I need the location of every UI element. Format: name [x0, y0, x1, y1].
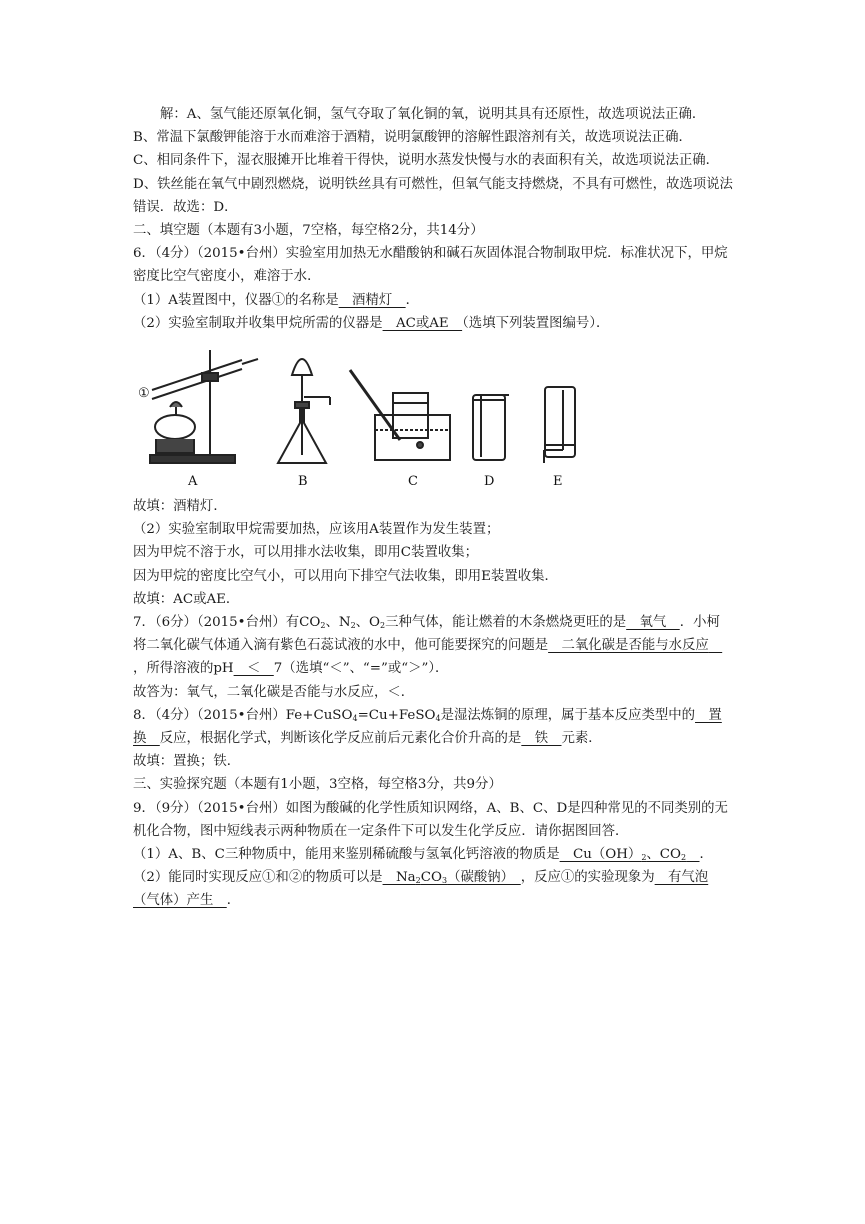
q9-sub: 3 — [441, 876, 448, 886]
q7-text-7: 7（选填“＜”、“=”或“＞”）． — [273, 661, 449, 677]
question-9-part-2 — [133, 866, 733, 912]
label-e: E — [553, 474, 563, 490]
q9-p1-answer-b: 、CO — [646, 847, 682, 863]
q8-text-2: =Cu+FeSO — [357, 707, 436, 723]
question-7 — [133, 611, 733, 681]
q9-p1-text: （1）A、B、C三种物质中，能用来鉴别稀硫酸与氢氧化钙溶液的物质是 — [133, 847, 560, 863]
q9-p2-answer-c: （碳酸钠） — [447, 870, 521, 886]
paragraph-answer-d: D、铁丝能在氧气中剧烈燃烧，说明铁丝具有可燃性，但氧气能支持燃烧，不具有可燃性，故选项说法错误．故选：D． — [133, 176, 733, 215]
apparatus-c-drawing — [350, 370, 450, 460]
q9-p1-answer-a: Cu（OH） — [559, 847, 642, 863]
q7-sub: 2 — [380, 621, 386, 631]
apparatus-figure — [130, 345, 733, 495]
q9-p2-answer-2: 有气泡（气体）产生 — [133, 870, 709, 909]
q9-p2-mid: ，反应①的实验现象为 — [520, 870, 655, 886]
paragraph-answer-c: C、相同条件下，湿衣服摊开比堆着干得快，说明水蒸发快慢与水的表面积有关，故选项说法正确． — [133, 153, 720, 169]
question-9-part-1 — [133, 843, 733, 866]
q6-explanation-1: （2）实验室制取甲烷需要加热，应该用A装置作为发生装置； — [133, 522, 500, 538]
q9-p1-answer — [560, 847, 700, 862]
q6-answer-1: 故填：酒精灯． — [133, 499, 227, 515]
q7-text-1: 7．（6分）（2015•台州）有CO — [133, 615, 321, 631]
label-a: A — [188, 474, 198, 490]
q6-explanation-3: 因为甲烷的密度比空气小，可以用向下排空气法收集，即用E装置收集． — [133, 568, 558, 584]
q6-p1-answer: 酒精灯 — [338, 292, 406, 308]
q7-answer-1: 氧气 — [626, 615, 680, 631]
q7-answer-2: 二氧化碳是否能与水反应 — [548, 638, 723, 654]
question-8 — [133, 704, 733, 750]
q9-p2-answer-a: Na — [382, 870, 416, 886]
q7-sub: 2 — [320, 621, 326, 631]
q6-p2-text: （2）实验室制取并收集甲烷所需的仪器是 — [133, 315, 383, 331]
label-c: C — [408, 474, 418, 490]
label-d: D — [484, 474, 495, 490]
q9-p1-answer-c — [686, 847, 699, 862]
q9-p2-text: （2）能同时实现反应①和②的物质可以是 — [133, 870, 383, 886]
q9-p1-end: ． — [699, 847, 713, 863]
q7-sub: 2 — [350, 621, 356, 631]
q6-explanation-2: 因为甲烷不溶于水，可以用排水法收集，即用C装置收集； — [133, 545, 479, 561]
q7-text-5: ．小柯将二氧化碳气体通入滴有紫色石蕊试液的水中，他可能要探究的问题是 — [133, 615, 720, 654]
apparatus-b-drawing — [278, 359, 330, 463]
question-9-stem: 9．（9分）（2015•台州）如图为酸碱的化学性质知识网络，A、B、C、D是四种常见的不同类别的无机化合物，图中短线表示两种物质在一定条件下可以发生化学反应．请你据图回答． — [133, 800, 728, 839]
apparatus-diagram — [130, 345, 590, 495]
q8-answer-2: 铁 — [521, 731, 562, 747]
q8-answer-1: 置换 — [133, 707, 722, 747]
q9-p2-end: ． — [226, 893, 241, 909]
section-heading-fill-in: 二、填空题（本题有3小题，7空格，每空格2分，共14分） — [133, 223, 484, 239]
q8-text-3: 是湿法炼铜的原理，属于基本反应类型中的 — [440, 707, 696, 723]
q8-sub: 4 — [352, 713, 358, 723]
q8-answer: 故填：置换；铁． — [133, 754, 241, 770]
q6-p1-end: ． — [405, 292, 420, 308]
q7-answer-3: ＜ — [233, 661, 274, 677]
question-6-stem: 6．（4分）（2015•台州）实验室用加热无水醋酸钠和碱石灰固体混合物制取甲烷．标准状况下，甲烷密度比空气密度小，难溶于水． — [133, 246, 728, 285]
apparatus-a-drawing — [150, 350, 258, 463]
q9-sub: 2 — [415, 876, 421, 886]
label-b: B — [298, 474, 308, 490]
q7-text-3: 、O — [355, 615, 381, 631]
q9-sub: 2 — [681, 853, 687, 863]
q7-answer: 故答为：氧气，二氧化碳是否能与水反应，＜． — [133, 684, 415, 700]
q7-text-6: ，所得溶液的pH — [133, 661, 234, 677]
label-circle-1: ① — [138, 386, 150, 402]
q8-text-1: 8．（4分）（2015•台州）Fe+CuSO — [133, 707, 353, 723]
question-6-part-1 — [133, 289, 733, 312]
paragraph-answer-a: 解：A、氢气能还原氧化铜，氢气夺取了氧化铜的氧，说明其具有还原性，故选项说法正确． — [160, 107, 706, 122]
q7-text-2: 、N — [325, 615, 351, 631]
q8-text-5: 元素． — [561, 731, 602, 747]
paragraph-answer-b: B、常温下氯酸钾能溶于水而难溶于酒精，说明氯酸钾的溶解性跟溶剂有关，故选项说法正确． — [133, 130, 692, 146]
q8-sub: 4 — [435, 713, 441, 723]
q8-text-4: 反应，根据化学式，判断该化学反应前后元素化合价升高的是 — [159, 731, 522, 747]
q7-text-4: 三种气体，能让燃着的木条燃烧更旺的是 — [385, 615, 627, 631]
q9-p2-answer — [383, 870, 521, 885]
q6-p2-end: （选填下列装置图编号）． — [462, 315, 610, 331]
q6-p1-text: （1）A装置图中，仪器①的名称是 — [133, 292, 339, 308]
q6-answer-2: 故填：AC或AE． — [133, 591, 240, 607]
apparatus-e-drawing — [544, 387, 575, 463]
q6-p2-answer: AC或AE — [382, 315, 463, 331]
document-body — [133, 103, 733, 913]
question-6-part-2 — [133, 312, 733, 335]
apparatus-d-drawing — [473, 395, 509, 460]
q9-p2-answer-b: CO — [420, 870, 442, 886]
section-heading-experiment: 三、实验探究题（本题有1小题，3空格，每空格3分，共9分） — [133, 777, 502, 793]
q9-sub: 2 — [641, 853, 647, 863]
